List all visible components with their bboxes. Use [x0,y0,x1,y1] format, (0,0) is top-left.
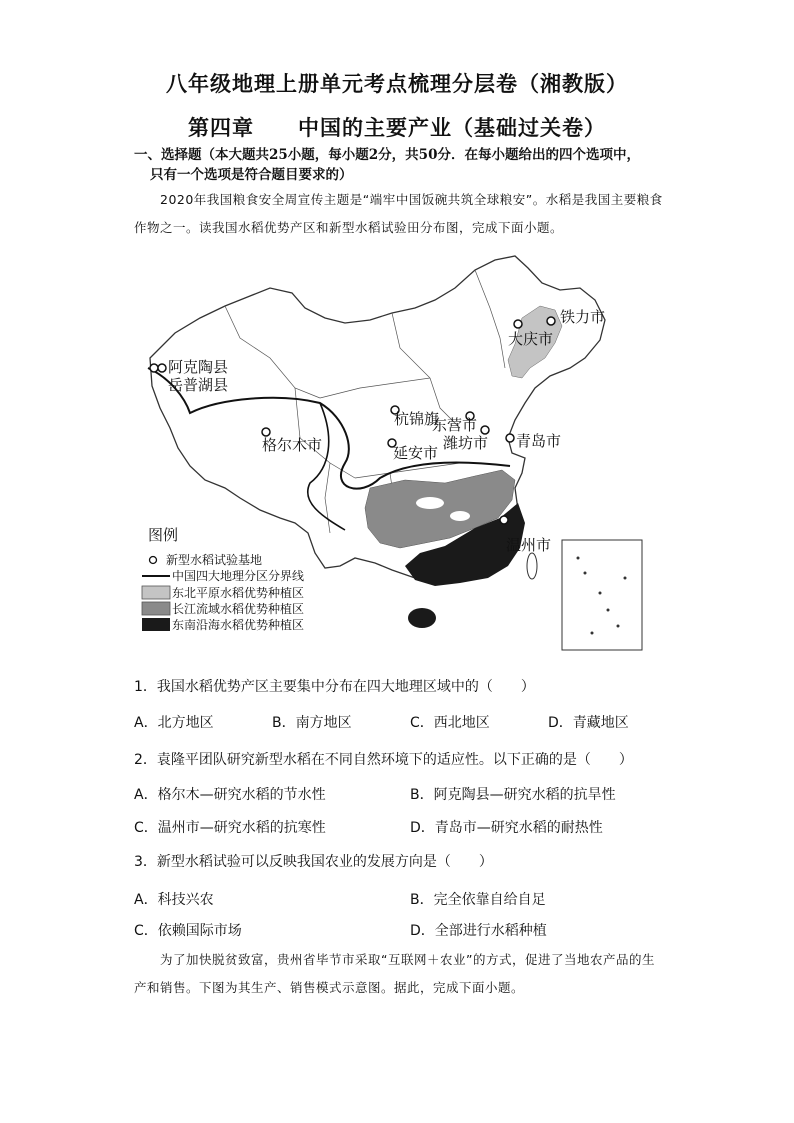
daqing-label: 大庆市 [508,330,554,348]
map-legend [142,526,304,632]
question-3-option-b[interactable]: B．完全依靠自给自足 [410,892,546,908]
weifang-marker [481,426,489,434]
question-3-option-c[interactable]: C．依赖国际市场 [134,923,242,939]
question-3-option-d[interactable]: D．全部进行水稻种植 [410,923,547,939]
dongying-label: 东营市 [432,416,478,434]
legend-yangtze: 长江流域水稻优势种植区 [172,602,305,616]
hangjin-label: 杭锦旗 [394,410,440,428]
question-3-stem: 3．新型水稻试验可以反映我国农业的发展方向是（ ） [134,854,493,870]
golmud-marker [262,428,270,436]
question-2-option-a[interactable]: A．格尔木—研究水稻的节水性 [134,787,326,803]
reading-passage-bijie: 为了加快脱贫致富，贵州省毕节市采取“互联网＋农业”的方式，促进了当地农产品的生产和销售。下图为其生产、销售模式示意图。据此，完成下面小题。 [134,952,655,995]
question-2-option-b[interactable]: B．阿克陶县—研究水稻的抗旱性 [410,787,616,803]
legend-southeast: 东南沿海水稻优势种植区 [172,618,305,632]
question-3-option-a[interactable]: A．科技兴农 [134,892,214,908]
south-china-sea-inset [562,540,642,650]
question-2-stem: 2．袁隆平团队研究新型水稻在不同自然环境下的适应性。以下正确的是（ ） [134,752,633,768]
legend-boundary: 中国四大地理分区分界线 [172,569,305,583]
question-1-option-b[interactable]: B．南方地区 [272,715,352,731]
question-1-option-a[interactable]: A．北方地区 [134,715,214,731]
question-2-option-d[interactable]: D．青岛市—研究水稻的耐热性 [410,820,603,836]
qingdao-label: 青岛市 [516,432,562,450]
weifang-label: 潍坊市 [443,434,489,452]
yuepu-label: 岳普湖县 [168,376,229,394]
tieli-marker [547,317,555,325]
tieli-label: 铁力市 [560,308,606,326]
section-heading [134,145,674,185]
question-2-option-c[interactable]: C．温州市—研究水稻的抗寒性 [134,820,326,836]
daqing-marker [514,320,522,328]
wenzhou-marker [500,516,508,524]
akto-label: 阿克陶县 [168,358,229,376]
akto-marker [150,364,158,372]
reading-passage-rice: 2020年我国粮食安全周宣传主题是“端牢中国饭碗共筑全球粮安”。水稻是我国主要粮食作物之一。读我国水稻优势产区和新型水稻试验田分布图，完成下面小题。 [134,192,663,235]
golmud-label: 格尔木市 [262,436,323,454]
legend-title: 图例 [148,526,179,544]
yuepu-marker [158,364,166,372]
yanan-label: 延安市 [393,444,439,462]
wenzhou-label: 温州市 [506,536,552,554]
legend-northeast: 东北平原水稻优势种植区 [172,586,305,600]
china-rice-map [130,248,650,660]
legend-test-base: 新型水稻试验基地 [166,553,263,567]
question-1-stem: 1．我国水稻优势产区主要集中分布在四大地理区域中的（ ） [134,679,535,695]
qingdao-marker [506,434,514,442]
section-heading-line1: 一、选择题（本大题共25小题，每小题2分，共50分．在每小题给出的四个选项中， [134,147,640,163]
document-title: 八年级地理上册单元考点梳理分层卷（湘教版） [166,71,628,96]
chapter-subtitle: 第四章 中国的主要产业（基础过关卷） [188,115,606,140]
question-1-option-d[interactable]: D．青藏地区 [548,715,629,731]
question-1-option-c[interactable]: C．西北地区 [410,715,490,731]
hainan-island [408,608,436,628]
section-heading-line2: 只有一个选项是符合题目要求的） [150,167,353,183]
